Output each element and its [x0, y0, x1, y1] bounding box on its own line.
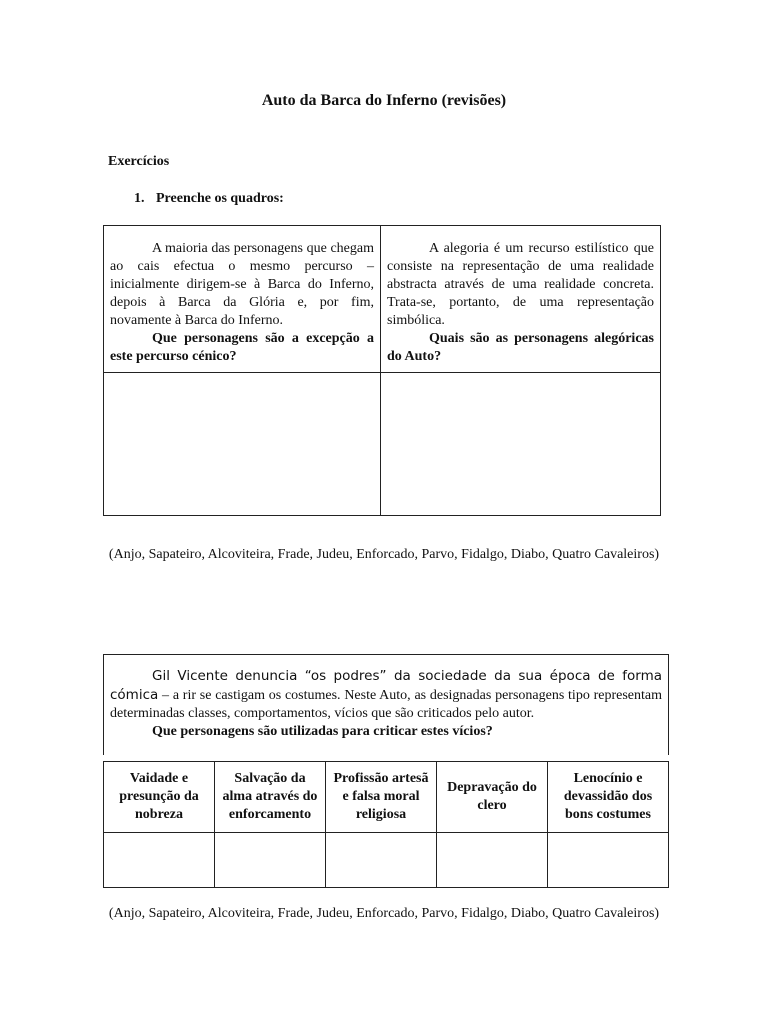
table1-left-text: A maioria das personagens que chegam ao cais efectua o mesmo percurso – inicialmente dirigem-se à Barca do Inferno, depois à Barca da Glória e, por fim, novamente à Barca do Inferno. [110, 241, 374, 328]
table2-header: Depravação do clero [437, 762, 548, 833]
box2-intro [104, 655, 668, 755]
exercise-table-1 [103, 225, 661, 516]
table2-header: Salvação da alma através do enforcamento [215, 762, 326, 833]
box2-handwritten-intro: Gil Vicente denuncia “os podres” da sociedade da sua época de forma cómica [110, 668, 662, 703]
table2-header-row [104, 762, 669, 833]
table1-left-cell [104, 226, 381, 373]
table2-header: Lenocínio e devassidão dos bons costumes [548, 762, 669, 833]
box2-text: – a rir se castigam os costumes. Neste Auto, as designadas personagens tipo representam determinadas classes, comportamentos, vícios que são criticados pelo autor. [110, 688, 662, 721]
table2-answer-cell[interactable] [437, 833, 548, 888]
table1-left-answer-cell[interactable] [104, 373, 381, 516]
exercise-box-2 [103, 654, 669, 755]
character-list-2: (Anjo, Sapateiro, Alcoviteira, Frade, Judeu, Enforcado, Parvo, Fidalgo, Diabo, Quatro Cavaleiros) [108, 906, 660, 921]
table2-answer-cell[interactable] [548, 833, 669, 888]
page-title: Auto da Barca do Inferno (revisões) [261, 92, 507, 109]
exercise-label: Preenche os quadros: [156, 191, 284, 206]
table1-right-question: Quais são as personagens alegóricas do Auto? [387, 331, 654, 364]
table1-prompt-row [104, 226, 661, 373]
exercise-table-2 [103, 761, 669, 888]
table1-answer-row [104, 373, 661, 516]
table2-header: Vaidade e presunção da nobreza [104, 762, 215, 833]
exercise-number: 1. [134, 191, 145, 206]
table2-answer-cell[interactable] [326, 833, 437, 888]
table2-answer-cell[interactable] [215, 833, 326, 888]
table1-right-answer-cell[interactable] [381, 373, 661, 516]
table2-answer-cell[interactable] [104, 833, 215, 888]
table2-answer-row [104, 833, 669, 888]
table1-right-text: A alegoria é um recurso estilístico que consiste na representação de uma realidade abstracta através de uma realidade concreta. Trata-se, portanto, de uma representação simbólica. [387, 241, 654, 328]
exercise-item [134, 190, 284, 208]
section-heading: Exercícios [108, 154, 170, 169]
table1-right-cell [381, 226, 661, 373]
box2-question: Que personagens são utilizadas para criticar estes vícios? [152, 724, 493, 739]
character-list-1: (Anjo, Sapateiro, Alcoviteira, Frade, Judeu, Enforcado, Parvo, Fidalgo, Diabo, Quatro Cavaleiros) [108, 547, 660, 562]
table2-header: Profissão artesã e falsa moral religiosa [326, 762, 437, 833]
table1-left-question: Que personagens são a excepção a este percurso cénico? [110, 331, 374, 364]
